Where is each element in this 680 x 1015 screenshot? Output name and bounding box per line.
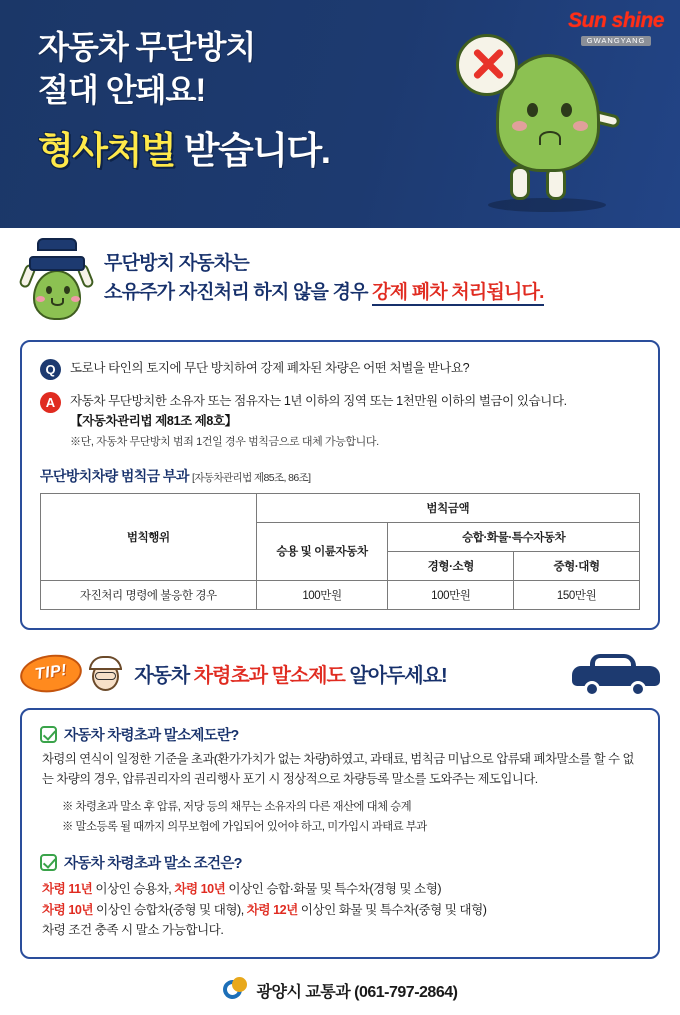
police-left-eye <box>46 286 52 294</box>
answer-badge: A <box>40 392 61 413</box>
tip-note: ※ 말소등록 될 때까지 의무보험에 가입되어 있어야 하고, 미가입시 과태료 부과 <box>62 821 427 834</box>
police-left-cheek <box>36 296 45 302</box>
police-body <box>33 270 81 320</box>
question-row <box>40 358 640 380</box>
answer-law-reference: 【자동차관리법 제81조 제8호】 <box>70 414 237 428</box>
condition-1a-red: 차령 11년 <box>42 881 96 896</box>
section1-heading-text <box>104 246 544 307</box>
tip-item-1-paragraph: 차령의 연식이 일정한 기준을 초과(환가가치가 없는 차량)하였고, 과태료, 범칙금 미납으로 압류돼 폐차말소를 할 수 없는 차량의 경우, 압류권리자의 권리행사 포기 시 정상적으로 차량등록 말소를 도와주는 제도입니다. <box>42 751 634 786</box>
poster-header <box>0 0 680 228</box>
tip-item-1-header <box>40 724 640 745</box>
condition-1a-rest: 이상인 승용차, <box>95 881 175 896</box>
tip-item-1-notes <box>62 798 640 838</box>
fine-table-title-main: 무단방치차량 범칙금 부과 <box>40 467 189 484</box>
police-smile <box>51 298 64 306</box>
answer-main: 자동차 무단방치한 소유자 또는 점유자는 1년 이하의 징역 또는 1천만원 이하의 벌금이 있습니다. <box>70 394 567 408</box>
logo-sub-text: GWANGYANG <box>581 36 652 46</box>
condition-1b-rest: 이상인 승합·화물 및 특수차(경형 및 소형) <box>228 881 442 896</box>
section2-title-before: 자동차 <box>134 665 194 688</box>
tip-item-1-title: 자동차 차령초과 말소제도란? <box>64 727 239 744</box>
condition-2a-rest: 이상인 승합차(중형 및 대형), <box>96 902 247 917</box>
mascot-shadow <box>488 198 606 212</box>
police-mascot-icon <box>20 248 94 326</box>
condition-line-3: 차령 조건 충족 시 말소 가능합니다. <box>42 923 224 938</box>
table-header-row-1 <box>41 493 640 522</box>
condition-2b-red: 차령 12년 <box>246 902 301 917</box>
th-behavior: 범칙행위 <box>41 493 257 580</box>
fine-table-body <box>41 580 640 609</box>
question-text: 도로나 타인의 토지에 무단 방치하여 강제 폐차된 차량은 어떤 처벌을 받나요? <box>70 361 470 375</box>
check-icon <box>40 854 57 871</box>
title-line-2: 절대 안돼요! <box>38 72 206 109</box>
elder-glasses <box>95 672 116 680</box>
x-mark-icon <box>471 47 505 81</box>
car-front-wheel <box>584 681 600 697</box>
mascot-left-leg <box>510 166 530 200</box>
th-small: 경형·소형 <box>388 551 514 580</box>
elder-character-icon <box>86 652 126 696</box>
mascot-right-eye <box>561 103 572 117</box>
mascot-right-cheek <box>573 121 588 131</box>
condition-line-2 <box>42 900 640 921</box>
condition-2b-rest: 이상인 화물 및 특수차(중형 및 대형) <box>300 902 487 917</box>
tip-panel <box>20 708 660 960</box>
section1-heading-line2 <box>104 279 544 308</box>
question-badge: Q <box>40 359 61 380</box>
header-title-block <box>38 26 330 175</box>
police-right-eye <box>64 286 70 294</box>
car-rear-wheel <box>630 681 646 697</box>
cell-behavior: 자진처리 명령에 불응한 경우 <box>41 580 257 609</box>
car-icon <box>572 654 660 694</box>
cell-large: 150만원 <box>514 580 640 609</box>
logo-dot <box>232 977 247 992</box>
mascot-mouth <box>539 131 561 145</box>
poster-body <box>0 228 680 1015</box>
footer-contact: 광양시 교통과 (061-797-2864) <box>256 983 458 1001</box>
condition-line-1 <box>42 879 640 900</box>
prohibition-sign <box>456 34 518 96</box>
title-rest: 받습니다. <box>174 130 330 172</box>
answer-text <box>70 391 567 452</box>
title-line-1: 자동차 무단방치 <box>38 29 256 65</box>
police-hat-top <box>37 238 77 251</box>
condition-1b-red: 차령 10년 <box>174 881 229 896</box>
fine-table-head <box>41 493 640 580</box>
gwangyang-logo-icon <box>223 977 249 1003</box>
th-passenger: 승용 및 이륜자동차 <box>256 522 388 580</box>
th-amount: 범칙금액 <box>256 493 639 522</box>
police-right-cheek <box>71 296 80 302</box>
section1-heading-line1: 무단방치 자동차는 <box>104 253 249 274</box>
tip-note: ※ 차령초과 말소 후 압류, 저당 등의 채무는 소유자의 다른 재산에 대체 승계 <box>62 801 412 814</box>
th-group: 승합·화물·특수자동차 <box>388 522 640 551</box>
tip-item-2 <box>40 852 640 941</box>
tip-badge <box>18 651 85 696</box>
logo-main-text: Sun shine <box>568 9 664 32</box>
mascot-left-eye <box>527 103 538 117</box>
mascot-character <box>458 40 618 215</box>
answer-note: ※단, 자동차 무단방치 범죄 1건일 경우 범칙금으로 대체 가능합니다. <box>70 436 379 448</box>
tip-item-2-header <box>40 852 640 873</box>
answer-row <box>40 391 640 452</box>
check-icon <box>40 726 57 743</box>
cell-small: 100만원 <box>388 580 514 609</box>
title-highlight: 형사처벌 <box>38 130 175 172</box>
fine-table-title-law: [자동차관리법 제85조, 86조] <box>192 471 311 484</box>
section2-title <box>134 659 446 688</box>
police-hat <box>29 256 85 271</box>
section2-title-red: 차령초과 말소제도 <box>193 665 345 688</box>
section2-title-after: 알아두세요! <box>344 665 447 688</box>
qa-panel <box>20 340 660 630</box>
tip-item-2-title: 자동차 차령초과 말소 조건은? <box>64 855 242 872</box>
poster-footer <box>20 977 660 1015</box>
section1-heading-line2-plain: 소유주가 자진처리 하지 않을 경우 <box>104 281 373 303</box>
section1-heading-line2-red: 강제 폐차 처리됩니다. <box>372 282 543 306</box>
fine-table <box>40 493 640 610</box>
section1-heading <box>20 246 660 326</box>
tip-badge-label: TIP! <box>33 661 69 684</box>
title-line-3 <box>38 128 330 174</box>
elder-hair <box>89 656 122 670</box>
section2-heading <box>20 652 660 696</box>
mascot-left-cheek <box>512 121 527 131</box>
cell-passenger: 100만원 <box>256 580 388 609</box>
table-row <box>41 580 640 609</box>
condition-2a-red: 차령 10년 <box>42 902 97 917</box>
fine-table-title <box>40 466 640 486</box>
th-large: 중형·대형 <box>514 551 640 580</box>
